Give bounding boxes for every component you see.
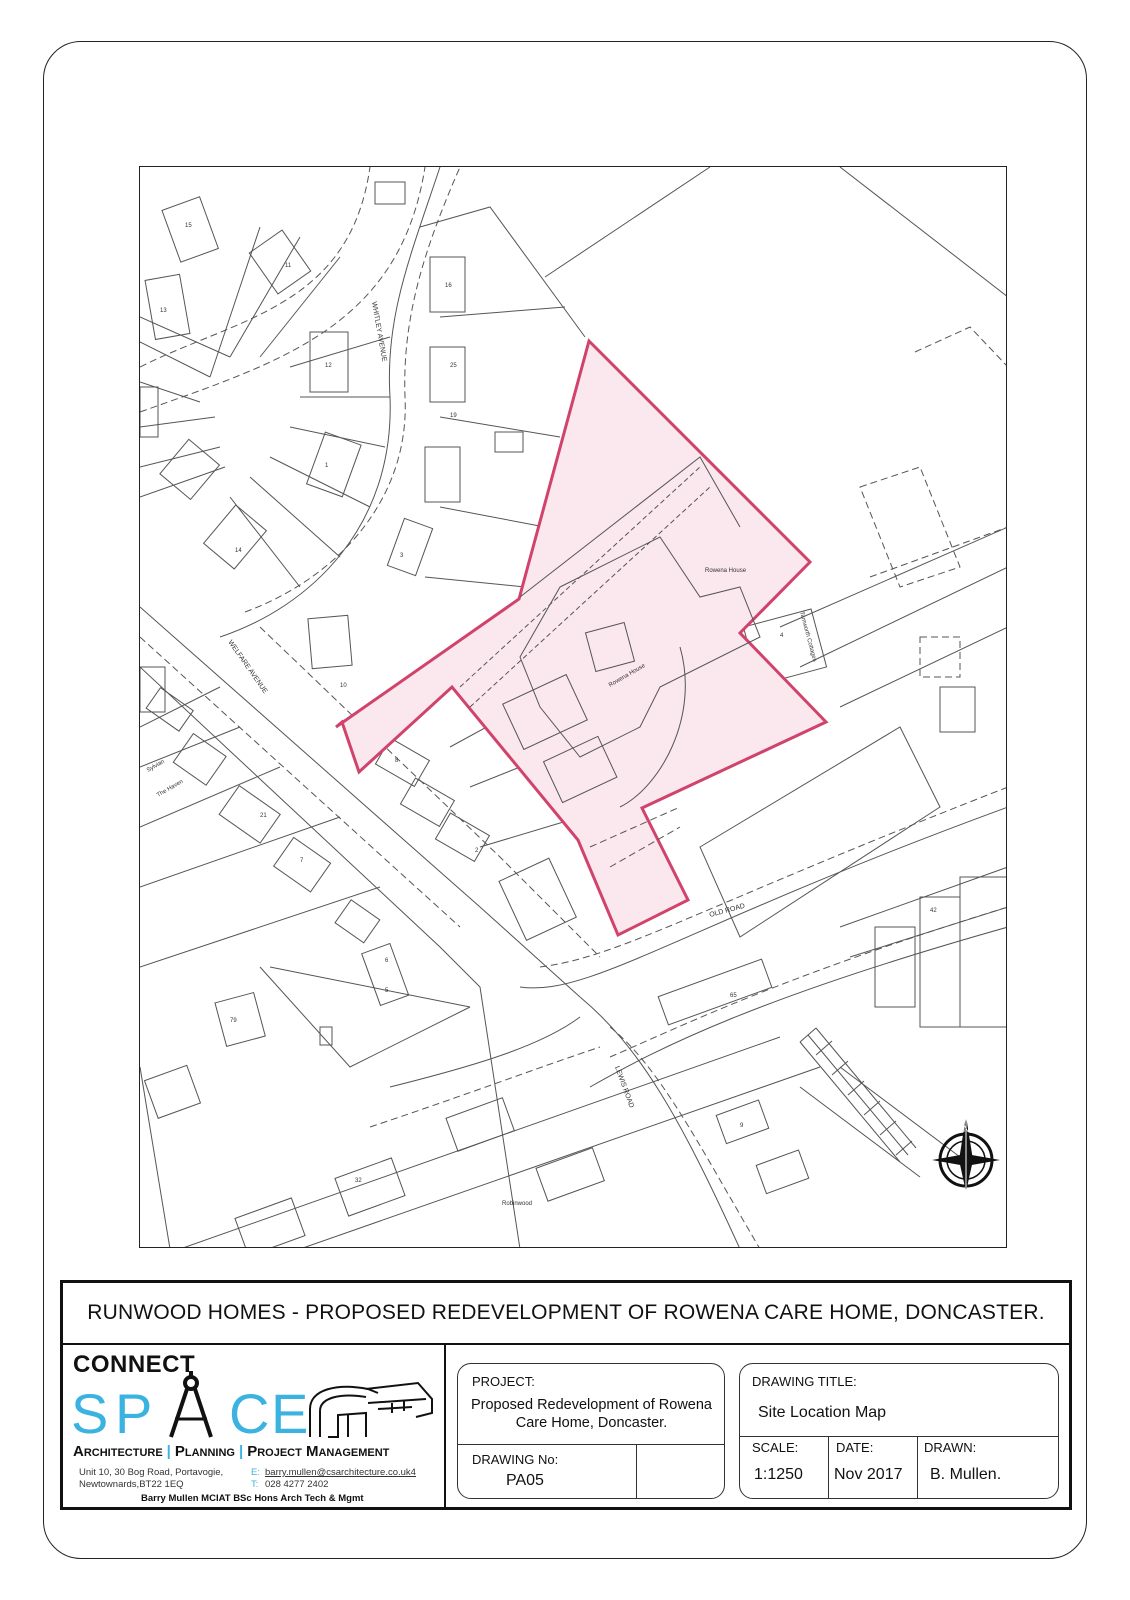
plot-number: 65 (730, 993, 737, 999)
plot-number: 6 (385, 958, 389, 964)
drawn-value: B. Mullen. (930, 1466, 1002, 1483)
date-value: Nov 2017 (834, 1466, 903, 1483)
title-block (60, 1280, 1072, 1510)
plot-number: 79 (230, 1018, 237, 1024)
logo-letter: P (115, 1382, 153, 1443)
road-label-whitley-avenue: WHITLEY AVENUE (370, 301, 388, 363)
discipline-separator: | (166, 1443, 171, 1460)
compass-divider-icon (171, 1371, 211, 1437)
building-label-robinwood: Robinwood (502, 1201, 533, 1207)
plot-number: 4 (780, 633, 784, 639)
drawn-label: DRAWN: (924, 1440, 977, 1455)
discipline-architecture: Architecture (73, 1443, 163, 1460)
plot-number: 9 (740, 1123, 744, 1129)
plot-number: 5 (385, 988, 389, 994)
plot-number: 13 (160, 308, 167, 314)
drawing-no-label: DRAWING No: (472, 1452, 559, 1467)
plot-number: 32 (355, 1178, 362, 1184)
telephone-number: 028 4277 2402 (265, 1479, 329, 1490)
drawing-main-title: RUNWOOD HOMES - PROPOSED REDEVELOPMENT OF ROWENA CARE HOME, DONCASTER. (63, 1283, 1069, 1345)
road-label-lewis-road: LEWIS ROAD (613, 1065, 635, 1109)
building-sketch-icon (308, 1379, 436, 1439)
address-line: Newtownards,BT22 1EQ (79, 1479, 184, 1490)
svg-text:N: N (963, 1124, 970, 1134)
site-location-map (139, 166, 1007, 1248)
building-label-the-haven: The Haven (156, 778, 185, 799)
project-label: PROJECT: (472, 1374, 535, 1389)
tel-key: T: (251, 1479, 259, 1490)
author-credentials: Barry Mullen MCIAT BSc Hons Arch Tech & Mgmt (141, 1493, 364, 1504)
email-link[interactable]: barry.mullen@csarchitecture.co.uk4 (265, 1467, 416, 1478)
logo-connect-text: CONNECT (73, 1351, 196, 1378)
logo-letter: C (229, 1382, 270, 1443)
divider (828, 1436, 829, 1498)
divider (458, 1444, 724, 1445)
space-logo (71, 1371, 321, 1443)
building-label-sylvian: Sylvian (146, 758, 166, 774)
project-value: Proposed Redevelopment of Rowena Care Home, Doncaster. (470, 1397, 712, 1431)
plot-number: 11 (285, 263, 292, 269)
plot-number: 14 (235, 548, 242, 554)
logo-letter: E (271, 1382, 309, 1443)
plot-number: 15 (185, 223, 192, 229)
email-key: E: (251, 1467, 260, 1478)
date-label: DATE: (836, 1440, 874, 1455)
building-label-rowena-house-2: Rowena House (608, 663, 647, 689)
plot-number: 19 (450, 413, 457, 419)
divider (917, 1436, 918, 1498)
drawing-no-value: PA05 (506, 1472, 544, 1489)
plot-number: 3 (400, 553, 404, 559)
plot-number: 42 (930, 908, 937, 914)
company-contact (251, 1467, 416, 1491)
plot-number: 12 (325, 363, 332, 369)
drawing-title-box (739, 1363, 1059, 1499)
address-line: Unit 10, 30 Bog Road, Portavogie, (79, 1467, 224, 1478)
drawing-title-value: Site Location Map (758, 1404, 887, 1421)
road-label-welfare-avenue: WELFARE AVENUE (226, 639, 269, 695)
company-address (79, 1467, 223, 1491)
map-drawing (140, 167, 1007, 1248)
building-label-rowena-house: Rowena House (705, 568, 747, 574)
project-box (457, 1363, 725, 1499)
drawing-title-label: DRAWING TITLE: (752, 1374, 857, 1389)
logo-disciplines (73, 1443, 389, 1460)
plot-number: 25 (450, 363, 457, 369)
plot-number: 21 (260, 813, 267, 819)
plot-number: 7 (300, 858, 304, 864)
company-logo-panel (63, 1343, 446, 1510)
discipline-project-management: Project Management (247, 1443, 390, 1460)
site-boundary (336, 341, 826, 935)
plot-number: 8 (395, 758, 399, 764)
north-arrow-icon (932, 1116, 1000, 1192)
road-label-old-road: OLD ROAD (708, 902, 746, 919)
logo-letter: S (71, 1382, 109, 1443)
plot-number: 10 (340, 683, 347, 689)
divider (636, 1444, 637, 1498)
plot-number: 2 (475, 848, 479, 854)
divider (740, 1436, 1058, 1437)
scale-value: 1:1250 (754, 1466, 803, 1483)
building-label-tamworth-cottages: Tamworth Cottages (798, 610, 818, 663)
discipline-separator: | (239, 1443, 244, 1460)
discipline-planning: Planning (174, 1443, 235, 1460)
scale-label: SCALE: (752, 1440, 799, 1455)
plot-number: 1 (325, 463, 329, 469)
plot-number: 16 (445, 283, 452, 289)
